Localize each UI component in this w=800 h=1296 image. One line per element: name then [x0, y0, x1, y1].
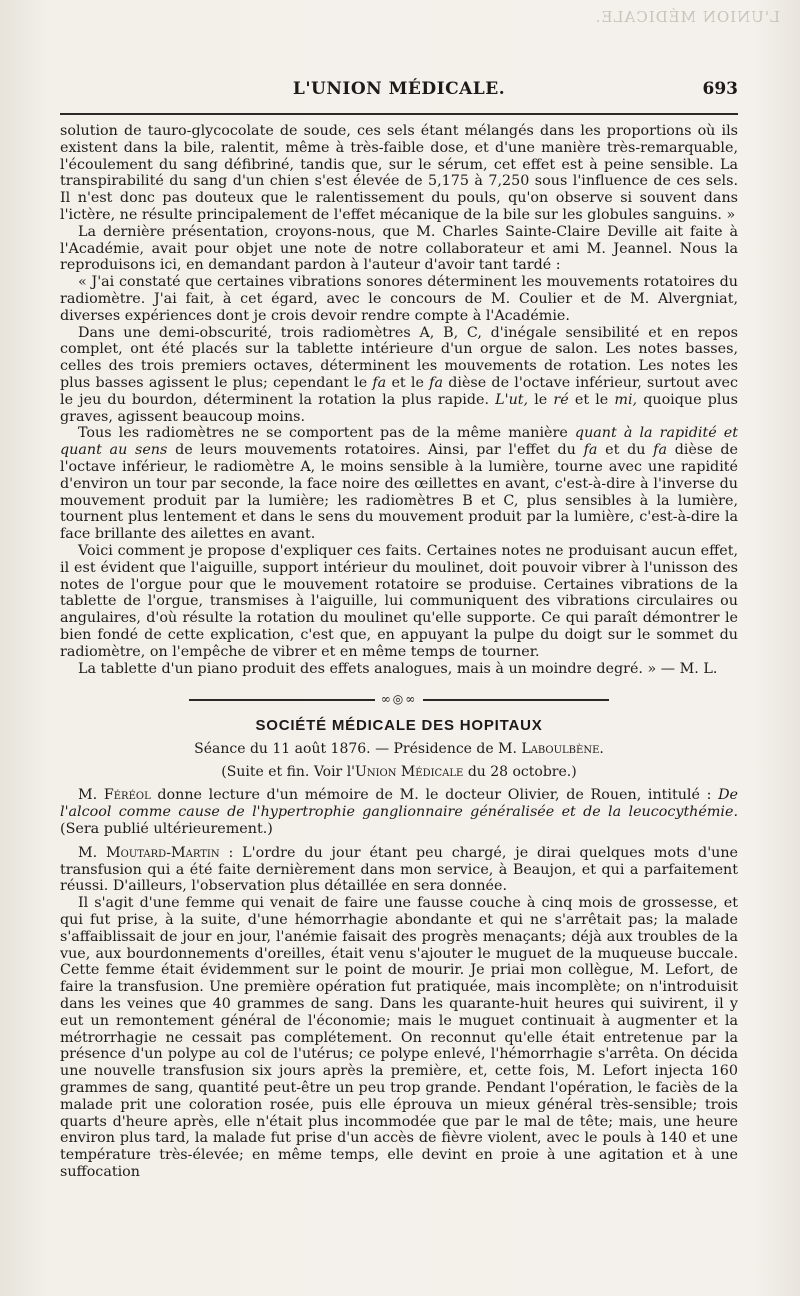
paragraph-presentation: La dernière présentation, croyons-nous, que M. Charles Sainte-Claire Deville ait faite à l'Académie, avait pour objet une note de notre collaborateur et ami M. Jeannel. Nous la reproduisons ici, en demandant pardon à l'auteur d'avoir tant tardé : [60, 223, 738, 274]
paragraph-piano: La tablette d'un piano produit des effets analogues, mais à un moindre degré. » — M. L. [78, 660, 718, 677]
continuation-line [60, 764, 738, 781]
session-line [60, 741, 738, 758]
running-header [60, 75, 738, 115]
paragraph-bile-continuation: solution de tauro-glycocolate de soude, ces sels étant mélangés dans les proportions où ils existent dans la bile, ralentit, même à très-faible dose, et d'une manière très-remarquable, l'écoulement du sang défibriné, tandis que, sur le sérum, cet effet est à peine sensible. La transpirabilité du sang d'un chien s'est élevée de 5,175 à 7,250 sous l'influence de ces sels. Il n'est donc pas douteux que le ralentissement du pouls, qu'on observe si souvent dans l'ictère, ne résulte principalement de l'effet mécanique de la bile sur les globules sanguins. » [60, 123, 738, 223]
note-fa: fa [583, 442, 598, 459]
speaker-name: M. Féréol [78, 787, 151, 804]
president-name: Laboulbène. [521, 740, 604, 757]
section-title: SOCIÉTÉ MÉDICALE DES HOPITAUX [255, 717, 543, 735]
text-run: du 28 octobre.) [467, 763, 577, 780]
paragraph-explanation: Voici comment je propose d'expliquer ces faits. Certaines notes ne produisant aucun effet, il est évident que l'aiguille, support intérieur du moulinet, doit pouvoir vibrer à l'unisson des notes de l'orgue pour que le mouvement rotatoire se produise. Certaines vibrations de la tablette de l'orgue, transmises à l'aiguille, lui communiquent des vibrations circulaires ou angulaires, d'où résulte la rotation du moulinet qu'elle supporte. Ce qui paraît démontrer le bien fondé de cette explication, c'est que, en appuyant la pulpe du doigt sur le sommet du radiomètre, on l'empêche de vibrer et en même temps de tourner. [60, 542, 738, 660]
text-run: Tous les radiomètres ne se comportent pas de la même manière [78, 425, 568, 442]
text-run: (Sera publié ultérieurement.) [60, 821, 273, 838]
speaker-name: M. Moutard-Martin [78, 844, 220, 861]
journal-title: L'UNION MÉDICALE. [292, 79, 506, 99]
note-fa: fa [429, 374, 443, 391]
text-run: et le [391, 374, 424, 391]
emphasis-text: quant à la rapidité et quant au sens [60, 425, 739, 459]
paragraph-radiometer-behaviour [60, 425, 738, 543]
paragraph-moutard-martin [60, 845, 738, 895]
note-fa: fa [372, 374, 387, 391]
paragraph-fereol [60, 787, 738, 837]
text-run: Dans une demi-obscurité, trois radiomètres A, B, C, d'inégale sensibilité et en repos complet, ont été placés sur la tablette intérieure d'un orgue de salon. Les notes basses, celles des trois premiers octaves, déterminent les mouvements de rotation. Les notes les plus basses agissent le plus; cependant le [60, 324, 738, 391]
article-text [60, 123, 738, 1181]
memoir-title: De l'alcool comme cause de l'hypertrophie ganglionnaire généralisée et de la leucocythémie. [60, 787, 738, 821]
text-run: : L'ordre du jour étant peu chargé, je dirai quelques mots d'une transfusion qui a été faite dernièrement dans mon service, à Beaujon, et qui a parfaitement réussi. D'ailleurs, l'observation plus détaillée en sera donnée. [60, 844, 738, 895]
note-re: ré [553, 391, 569, 408]
text-run: Séance du 11 août 1876. — Présidence de M. [194, 740, 517, 757]
divider-ornament: ∞◎∞ [380, 692, 418, 707]
note-fa: fa [653, 442, 667, 459]
page-content [60, 0, 738, 1181]
paragraph-transfusion-case: Il s'agit d'une femme qui venait de faire une fausse couche à cinq mois de grossesse, et qui fut prise, à la suite, d'une hémorrhagie abondante et qui ne s'arrêtait pas; la malade s'affaiblissait de jour en jour, l'anémie faisait des progrès menaçants; déjà aux troubles de la vue, aux bourdonnements d'oreilles, était venu s'ajouter le muguet de la muqueuse buccale. Cette femme était évidemment sur le point de mourir. Je priai mon collègue, M. Lefort, de faire la transfusion. Une première opération fut pratiquée, mais incomplète; on n'introduisit dans les veines que 40 grammes de sang. Dans les quarante-huit heures qui suivirent, il y eut un remontement général de l'économie; mais le muguet continuait à augmenter et la métrorrhagie ne cessait pas complétement. On reconnut qu'elle était entretenue par la présence d'un polype au col de l'utérus; ce polype enlevé, l'hémorrhagie s'arrêta. On décida une nouvelle transfusion six jours après la première, et, cette fois, M. Lefort injecta 160 grammes de sang, quantité peut-être un peu trop grande. Pendant l'opération, le faciès de la malade prit une coloration rosée, puis elle éprouva un mieux général très-sensible; trois quarts d'heure après, elle n'était plus incommodée que par le mal de tête; mais, une heure environ plus tard, la malade fut prise d'un accès de fièvre violent, avec le pouls à 140 et une température très-élevée; en même temps, elle devint en proie à une agitation et à une suffocation [60, 895, 738, 1181]
text-run: de leurs mouvements rotatoires. Ainsi, par l'effet du [175, 442, 576, 459]
paragraph-radiometer-setup [60, 325, 738, 426]
section-divider [189, 691, 609, 708]
paragraph-radiometer-intro: « J'ai constaté que certaines vibrations sonores déterminent les mouvements rotatoires du radiomètre. J'ai fait, à cet égard, avec le concours de M. Coulier et de M. Alvergniat, diverses expériences dont je crois devoir rendre compte à l'Académie. [60, 274, 738, 324]
divider-line-left [189, 699, 375, 701]
text-run: et le [574, 391, 609, 408]
text-run: le [534, 391, 548, 408]
text-run: dièse de l'octave inférieur, surtout avec le jeu du bourdon, déterminent la rotation la plus rapide. [60, 374, 739, 408]
journal-name: Union Médicale [355, 763, 464, 780]
text-run: dièse de l'octave inférieur, le radiomètre A, le moins sensible à la lumière, tourne avec une rapidité d'environ un tour par seconde, la face noire des œillettes en avant, c'est-à-dire à l'inverse du mouvement produit par la lumière; les radiomètres B et C, plus sensibles à la lumière, tournent plus lentement et dans le sens du mouvement produit par la lumière, c'est-à-dire la face brillante des ailettes en avant. [60, 442, 739, 543]
note-ut: L'ut, [495, 391, 529, 408]
note-mi: mi, [614, 391, 638, 408]
divider-line-right [423, 699, 609, 701]
bleed-through-text: L'UNION MÉDICALE. [594, 8, 780, 26]
text-run: (Suite et fin. Voir l' [221, 763, 356, 780]
text-run: et du [605, 442, 646, 459]
page-number: 693 [702, 79, 738, 99]
text-run: quoique plus graves, agissent beaucoup moins. [60, 391, 738, 425]
text-run: donne lecture d'un mémoire de M. le docteur Olivier, de Rouen, intitulé : [157, 787, 712, 804]
